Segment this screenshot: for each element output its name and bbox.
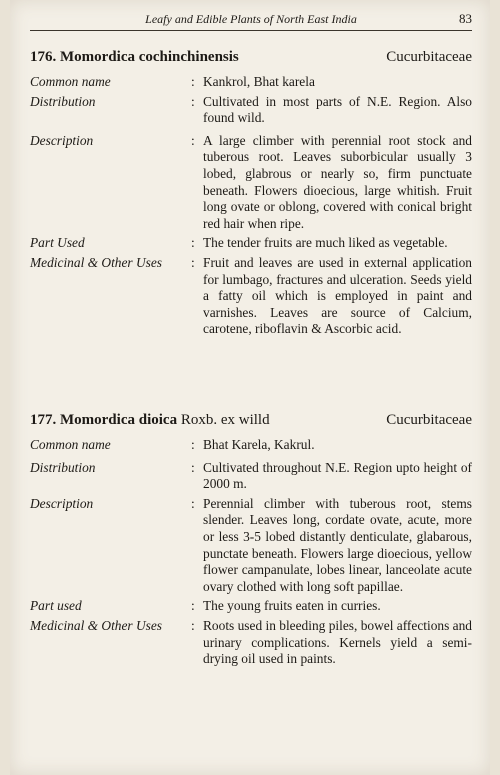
family-name: Cucurbitaceae (386, 412, 472, 428)
field-label: Common name (30, 74, 111, 89)
field-part-used (30, 598, 472, 615)
field-label: Medicinal & Other Uses (30, 617, 163, 633)
field-part-used (30, 235, 472, 252)
field-separator: : (191, 459, 195, 475)
field-medicinal-uses (30, 618, 472, 668)
field-value: Kankrol, Bhat karela (203, 74, 315, 89)
field-description (30, 496, 472, 596)
species-name: 176. Momordica cochinchinensis (30, 49, 239, 65)
field-separator: : (191, 235, 195, 251)
field-label: Distribution (30, 459, 96, 475)
species-author: Roxb. ex willd (180, 412, 270, 428)
field-label: Description (30, 495, 94, 511)
species-name: 177. Momordica dioica (30, 412, 178, 428)
page-header (30, 8, 472, 31)
field-value: The young fruits eaten in curries. (203, 598, 381, 614)
field-label: Medicinal & Other Uses (30, 254, 163, 270)
field-label: Part Used (30, 235, 85, 251)
field-label: Part used (30, 598, 82, 614)
field-value: Cultivated throughout N.E. Region upto height of 2000 m. (203, 459, 472, 492)
field-value: Roots used in bleeding piles, bowel affections and urinary complications. Kernels yield a semi-drying oil used in paints. (203, 617, 473, 667)
field-label: Common name (30, 437, 111, 452)
entry-heading (30, 412, 472, 434)
field-label: Distribution (30, 93, 96, 109)
page-number: 83 (459, 11, 472, 26)
field-separator: : (191, 437, 195, 452)
field-distribution (30, 460, 472, 493)
field-common-name (30, 74, 472, 91)
field-value: Perennial climber with tuberous root, stems slender. Leaves long, cordate ovate, acute, more or less 3-5 lobed distantly denticulate, glabarous, punctate beneath. Flowers large dioecious, yellow flower campanulate, lobes linear, lanceolate acute ovary clothed with long soft papillae. (203, 495, 472, 594)
field-separator: : (191, 93, 195, 109)
plant-entry-177 (30, 412, 472, 668)
running-title: Leafy and Edible Plants of North East India (145, 12, 357, 26)
plant-entry-176 (30, 49, 472, 338)
field-separator: : (191, 132, 195, 148)
field-distribution (30, 94, 472, 127)
field-value: Bhat Karela, Kakrul. (203, 437, 315, 452)
field-value: The tender fruits are much liked as vegetable. (203, 235, 448, 251)
field-label: Description (30, 132, 94, 148)
book-page (10, 0, 490, 775)
field-separator: : (191, 74, 195, 89)
entry-heading (30, 49, 472, 71)
field-value: Fruit and leaves are used in external application for lumbago, fractures and ulceration. Seeds yield a fatty oil which is employed in paint and varnishes. Leaves are source of Calcium, carotene, riboflavin & Ascorbic acid. (203, 254, 472, 337)
field-value: A large climber with perennial root stock and tuberous root. Leaves suborbicular usually 3 lobed, glabrous or nearly so, firm punctuate beneath. Flowers dioecious, large whitish. Fruit long ovate or oblong, covered with conical bright red hair when ripe. (203, 132, 472, 231)
field-description (30, 133, 472, 233)
field-separator: : (191, 617, 195, 633)
family-name: Cucurbitaceae (386, 49, 472, 65)
field-separator: : (191, 254, 195, 270)
field-medicinal-uses (30, 255, 472, 338)
field-value: Cultivated in most parts of N.E. Region. Also found wild. (203, 93, 472, 126)
field-separator: : (191, 495, 195, 511)
field-common-name (30, 437, 472, 454)
field-separator: : (191, 598, 195, 614)
